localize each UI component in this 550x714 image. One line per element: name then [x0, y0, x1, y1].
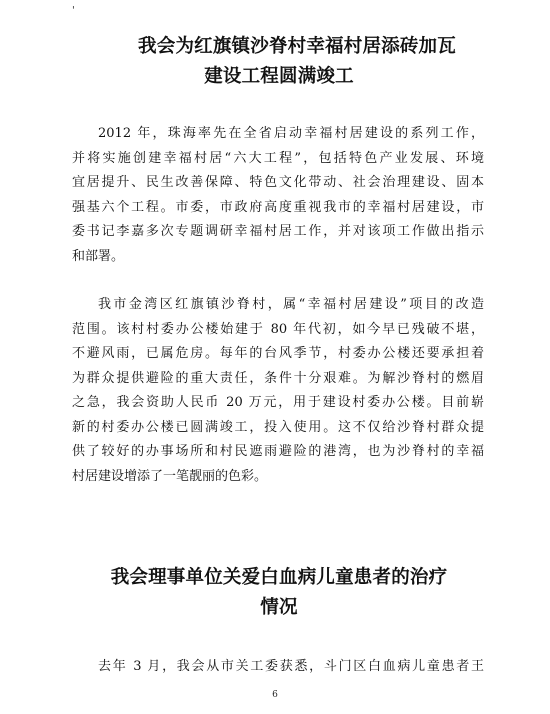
paragraph-line: 范围。该村村委办公楼始建于 80 年代初，如今早已残破不堪， [72, 321, 484, 337]
paragraph-line: 委书记李嘉多次专题调研幸福村居工作，并对该项工作做出指示 [72, 224, 484, 239]
paragraph-line: 去年 3 月，我会从市关工委获悉，斗门区白血病儿童患者王 [98, 659, 484, 674]
page-number: 6 [272, 690, 278, 700]
section-2-title-line-2: 情况 [260, 597, 298, 618]
paragraph-line: 并将实施创建幸福村居“六大工程”，包括特色产业发展、环境 [72, 150, 484, 166]
paragraph-line: 强基六个工程。市委，市政府高度重视我市的幸福村居建设，市 [72, 199, 484, 215]
paragraph-line: 我市金湾区红旗镇沙脊村，属“幸福村居建设”项目的改造 [98, 297, 484, 312]
section-1-paragraph-2 [72, 293, 484, 489]
paragraph-line: 不避风雨，已属危房。每年的台风季节，村委办公楼还要承担着 [72, 346, 484, 361]
paragraph-line: 供了较好的办事场所和村民遮雨避险的港湾，也为沙脊村的幸福 [72, 444, 484, 459]
section-1-title-line-2: 建设工程圆满竣工 [204, 66, 354, 87]
paragraph-line: 村居建设增添了一笔靓丽的色彩。 [72, 468, 268, 484]
section-2-paragraph-1 [72, 655, 484, 680]
paragraph-line: 为群众提供避险的重大责任，条件十分艰难。为解沙脊村的燃眉 [72, 370, 484, 386]
top-mark: ' [72, 5, 75, 16]
paragraph-line: 和部署。 [72, 248, 125, 264]
paragraph-line: 2012 年，珠海率先在全省启动幸福村居建设的系列工作， [98, 126, 484, 141]
section-1-title-line-1: 我会为红旗镇沙脊村幸福村居添砖加瓦 [138, 36, 456, 57]
paragraph-line: 之急，我会资助人民币 20 万元，用于建设村委办公楼。目前崭 [72, 395, 484, 410]
section-2-title-line-1: 我会理事单位关爱白血病儿童患者的治疗 [110, 567, 448, 588]
paragraph-line: 宜居提升、民生改善保障、特色文化带动、社会治理建设、固本 [72, 175, 484, 190]
paragraph-line: 新的村委办公楼已圆满竣工，投入使用。这不仅给沙脊村群众提 [72, 419, 484, 435]
section-1-paragraph-1 [72, 122, 484, 269]
